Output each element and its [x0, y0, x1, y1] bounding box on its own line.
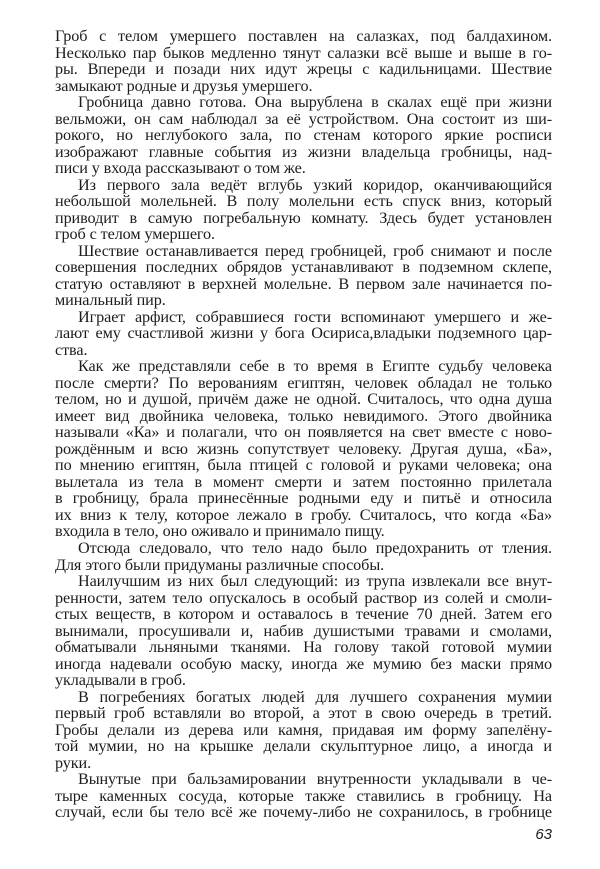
text-line: Вынутые при бальзамировании внутренности укладывали в че-: [78, 770, 552, 789]
text-line: входила в тело, оно оживало и принимало пищу.: [55, 522, 385, 541]
text-line: тыре каменных сосуда, которые также ставились в гробницу. На: [55, 786, 552, 805]
text-line: обматывали льняными тканями. На голову такой готовой мумии: [55, 638, 552, 657]
text-line: Гробы делали из дерева или камня, придавая им форму запелёну-: [55, 720, 552, 739]
text-line: приводит в самую погребальную комнату. Здесь будет установлен: [55, 208, 552, 227]
text-line: называли «Ка» и полагали, что он появляется на свет вместе с ново-: [55, 423, 552, 442]
text-line: ства.: [55, 340, 88, 359]
text-line: стых веществ, в котором и оставалось в течение 70 дней. Затем его: [55, 605, 552, 624]
text-line: телом, но и душой, причём даже не одной. Считалось, что одна душа: [55, 390, 552, 409]
paragraph: [55, 94, 552, 177]
text-line: совершения последних обрядов устанавливают в подземном склепе,: [55, 258, 552, 277]
page-number: 63: [535, 826, 552, 843]
paragraph: [55, 689, 552, 772]
text-line: статую оставляют в верхней молельне. В первом зале начинается по-: [55, 274, 552, 293]
text-line: Гробница давно готова. Она вырублена в скалах ещё при жизни: [78, 93, 552, 112]
text-line: Для этого были придуманы различные способы.: [55, 555, 385, 574]
text-line: замыкают родные и друзья умершего.: [55, 76, 313, 95]
text-line: в гробницу, брала принесённые родными еду и питьё и относила: [55, 489, 552, 508]
page-body-text: [55, 28, 552, 821]
text-line: писи у входа рассказывают о том же.: [55, 159, 306, 178]
text-line: руки.: [55, 753, 92, 772]
text-line: гроб с телом умершего.: [55, 225, 215, 244]
paragraph: [55, 573, 552, 689]
text-line: ры. Впереди и позади них идут жрецы с кадильницами. Шествие: [55, 60, 552, 79]
text-line: Шествие останавливается перед гробницей, гроб снимают и после: [78, 241, 552, 260]
paragraph: [55, 28, 552, 94]
paragraph: [55, 358, 552, 540]
text-line: лают ему счастливой жизни у бога Осириса,владыки подземного цар-: [55, 324, 552, 343]
paragraph: [55, 177, 552, 243]
text-line: Несколько пар быков медленно тянут салазки всё выше и выше в го-: [55, 43, 552, 62]
text-line: первый гроб вставляли во второй, а этот в свою очередь в третий.: [55, 704, 552, 723]
text-line: изображают главные события из жизни владельца гробницы, над-: [55, 142, 552, 161]
text-line: небольшой молельней. В полу молельни есть спуск вниз, который: [55, 192, 552, 211]
text-line: Отсюда следовало, что тело надо было предохранить от тления.: [78, 538, 552, 557]
text-line: после смерти? По верованиям египтян, человек обладал не только: [55, 373, 552, 392]
text-line: В погребениях богатых людей для лучшего сохранения мумии: [78, 687, 552, 706]
paragraph: [55, 309, 552, 359]
text-line: иногда надевали особую маску, иногда же мумию без маски прямо: [55, 654, 552, 673]
text-line: случай, если бы тело всё же почему-либо не сохранилось, в гробнице: [55, 803, 552, 822]
text-line: Как же представляли себе в то время в Египте судьбу человека: [78, 357, 552, 376]
paragraph: [55, 771, 552, 821]
text-line: имеет вид двойника человека, только невидимого. Этого двойника: [55, 406, 552, 425]
text-line: Гроб с телом умершего поставлен на салазках, под балдахином.: [55, 27, 552, 45]
text-line: их вниз к телу, которое лежало в гробу. Считалось, что когда «Ба»: [55, 505, 552, 524]
text-line: минальный пир.: [55, 291, 166, 310]
text-line: рокого, но неглубокого зала, по стенам которого яркие росписи: [55, 126, 552, 145]
text-line: укладывали в гроб.: [55, 671, 186, 690]
text-line: Из первого зала ведёт вглубь узкий коридор, оканчивающийся: [78, 175, 552, 194]
text-line: Играет арфист, собравшиеся гости вспоминают умершего и же-: [78, 307, 552, 326]
text-line: вынимали, просушивали и, набив душистыми травами и смолами,: [55, 621, 552, 640]
paragraph: [55, 540, 552, 573]
text-line: рождённым и всю жизнь сопутствует человеку. Другая душа, «Ба»,: [55, 439, 552, 458]
paragraph: [55, 243, 552, 309]
text-line: вельможи, он сам наблюдал за её устройством. Она состоит из ши-: [55, 109, 552, 128]
text-line: той мумии, но на крышке делали скульптурное лицо, а иногда и: [55, 737, 552, 756]
text-line: Наилучшим из них был следующий: из трупа извлекали все внут-: [78, 572, 552, 591]
text-line: вылетала из тела в момент смерти и затем постоянно прилетала: [55, 472, 552, 491]
text-line: ренности, затем тело опускалось в особый раствор из солей и смоли-: [55, 588, 552, 607]
text-line: по мнению египтян, была птицей с головой и руками человека; она: [55, 456, 552, 475]
